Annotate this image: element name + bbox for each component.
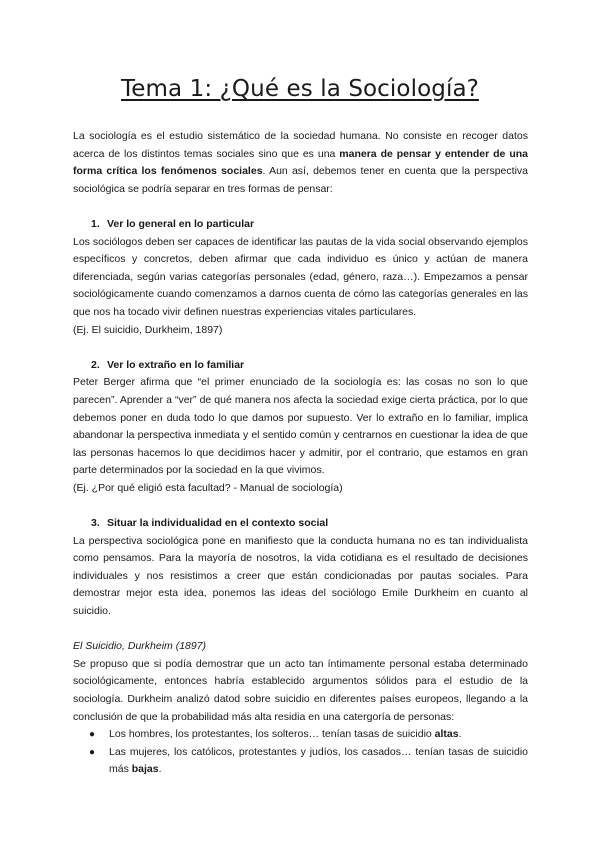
durkheim-list: [73, 726, 528, 779]
section-2-heading: [73, 357, 528, 375]
list-item: [73, 726, 528, 744]
intro-text: La sociología es el estudio sistemático de la sociedad humana. No consiste en recoger datos acerca de los distintos temas sociales sino que es una: [73, 130, 528, 160]
section-1-body: Los sociólogos deben ser capaces de identificar las pautas de la vida social observando ejemplos específicos y concretos, deben afirmar que cada individuo es único y actúan de manera diferenciada, según varias categorías personales (edad, género, raza…). Empezamos a pensar sociológicamente cuando comenzamos a darnos cuenta de cómo las categorías generales en las que nos ha tocado vivir definen nuestras experiencias vitales particulares.: [73, 235, 528, 318]
section-number: 2.: [91, 358, 100, 371]
list-item-bold: altas: [434, 728, 459, 741]
document-body: [73, 128, 528, 779]
section-3-body: La perspectiva sociológica pone en manifiesto que la conducta humana no es tan individualista como pensamos. Para la mayoría de nosotros, la vida cotidiana es el resultado de decisiones individuales y nos resistimos a creer que están condicionadas por pautas sociales. Para demostrar mejor esta idea, ponemos las ideas del sociólogo Emile Durkheim en cuanto al suicidio.: [73, 534, 528, 618]
intro-paragraph: [73, 128, 528, 198]
intro-text-end: . Aun así, debemos tener en cuenta que la perspectiva sociológica se podría separar en tres formas de pensar:: [73, 165, 528, 195]
durkheim-subheading: El Suicidio, Durkheim (1897): [73, 640, 207, 653]
section-3-heading: [73, 515, 528, 533]
list-item: [73, 744, 528, 779]
section-2-body: Peter Berger afirma que “el primer enunciado de la sociología es: las cosas no son lo que parecen”. Aprender a “ver” de qué manera nos afecta la sociedad exige cierta práctica, por lo que debemos poner en duda todo lo que damos por supuesto. Ver lo extraño en lo familiar, implica abandonar la perspectiva inmediata y el sentido común y centrarnos en cuestionar la idea de que las personas hacemos lo que decidimos hacer y admitir, por el contrario, que estamos en gran parte determinados por la sociedad en la que vivimos.: [73, 376, 528, 477]
section-heading-text: Ver lo extraño en lo familiar: [107, 358, 245, 371]
section-1-heading: [73, 216, 528, 234]
list-item-end: .: [158, 763, 162, 776]
section-heading-text: Ver lo general en lo particular: [107, 217, 255, 230]
section-number: 3.: [91, 517, 100, 530]
durkheim-body: Se propuso que si podía demostrar que un acto tan íntimamente personal estaba determinado sociológicamente, entonces habría establecido argumentos sólidos para el estudio de la sociología. Durkheim analizó datod sobre suicidio en diferentes países europeos, llegando a la conclusión de que la probabilidad más alta residia en una catergoría de personas:: [73, 657, 528, 723]
page-title: Tema 1: ¿Qué es la Sociología?: [121, 76, 479, 102]
section-heading-text: Situar la individualidad en el contexto social: [107, 517, 329, 530]
list-item-bold: bajas: [131, 763, 159, 776]
list-item-end: .: [458, 728, 462, 741]
list-item-text: Las mujeres, los católicos, protestantes y judíos, los casados… tenían tasas de suicidio más: [109, 745, 528, 776]
section-2-example: (Ej. ¿Por qué eligió esta facultad? - Manual de sociología): [73, 481, 343, 494]
bullet-icon: ●: [89, 729, 96, 741]
intro-bold-text: manera de pensar y entender de una forma crítica los fenómenos sociales: [73, 147, 528, 178]
section-1-example: (Ej. El suicidio, Durkheim, 1897): [73, 323, 223, 336]
bullet-icon: ●: [89, 746, 96, 758]
section-number: 1.: [91, 217, 100, 230]
list-item-text: Los hombres, los protestantes, los solteros… tenían tasas de suicidio: [109, 728, 435, 741]
